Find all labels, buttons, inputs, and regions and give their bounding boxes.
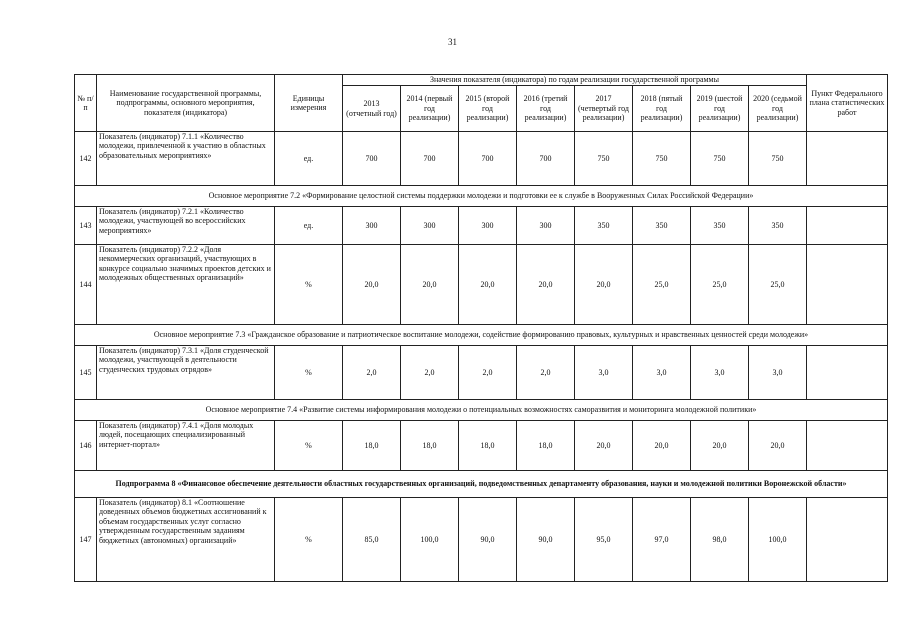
table-row bbox=[75, 421, 888, 471]
section-row bbox=[75, 400, 888, 421]
row-value: 85,0 bbox=[343, 498, 401, 582]
page-number: 31 bbox=[448, 37, 457, 47]
row-num: 146 bbox=[75, 421, 97, 471]
row-value: 300 bbox=[343, 207, 401, 245]
row-plan bbox=[807, 207, 888, 245]
row-plan bbox=[807, 132, 888, 186]
row-value: 3,0 bbox=[749, 346, 807, 400]
indicator-table bbox=[74, 74, 888, 582]
row-value: 2,0 bbox=[343, 346, 401, 400]
header-year: 2017 (четвертый год реализации) bbox=[575, 86, 633, 132]
row-value: 25,0 bbox=[749, 245, 807, 325]
row-value: 20,0 bbox=[401, 245, 459, 325]
header-values-group: Значения показателя (индикатора) по годам реализации государственной программы bbox=[343, 75, 807, 86]
table-row bbox=[75, 498, 888, 582]
subprogram-row bbox=[75, 471, 888, 498]
table-row bbox=[75, 245, 888, 325]
row-value: 750 bbox=[749, 132, 807, 186]
row-value: 18,0 bbox=[459, 421, 517, 471]
row-value: 300 bbox=[459, 207, 517, 245]
row-value: 750 bbox=[691, 132, 749, 186]
header-year: 2018 (пятый год реализации) bbox=[633, 86, 691, 132]
row-unit: % bbox=[275, 498, 343, 582]
header-num: № п/п bbox=[75, 75, 97, 132]
row-value: 25,0 bbox=[633, 245, 691, 325]
header-unit: Единицы измерения bbox=[275, 75, 343, 132]
row-plan bbox=[807, 498, 888, 582]
row-value: 350 bbox=[691, 207, 749, 245]
row-value: 25,0 bbox=[691, 245, 749, 325]
row-value: 20,0 bbox=[575, 421, 633, 471]
row-value: 20,0 bbox=[517, 245, 575, 325]
section-row bbox=[75, 186, 888, 207]
row-value: 700 bbox=[459, 132, 517, 186]
row-value: 20,0 bbox=[459, 245, 517, 325]
row-value: 98,0 bbox=[691, 498, 749, 582]
row-value: 700 bbox=[343, 132, 401, 186]
row-value: 18,0 bbox=[401, 421, 459, 471]
row-value: 90,0 bbox=[459, 498, 517, 582]
header-year: 2016 (третий год реализации) bbox=[517, 86, 575, 132]
row-num: 147 bbox=[75, 498, 97, 582]
row-value: 100,0 bbox=[749, 498, 807, 582]
row-value: 3,0 bbox=[633, 346, 691, 400]
row-num: 145 bbox=[75, 346, 97, 400]
header-name: Наименование государственной программы, подпрограммы, основного мероприятия, показателя (индикатора) bbox=[97, 75, 275, 132]
row-value: 2,0 bbox=[459, 346, 517, 400]
row-name: Показатель (индикатор) 7.1.1 «Количество молодежи, привлеченной к участию в областных образовательных мероприятиях» bbox=[97, 132, 275, 186]
row-value: 18,0 bbox=[517, 421, 575, 471]
row-value: 750 bbox=[575, 132, 633, 186]
row-value: 90,0 bbox=[517, 498, 575, 582]
table-row bbox=[75, 346, 888, 400]
row-unit: % bbox=[275, 421, 343, 471]
subprogram-title: Подпрограмма 8 «Финансовое обеспечение деятельности областных государственных организаций, подведомственных департаменту образования, науки и молодежной политики Воронежской области» bbox=[75, 471, 888, 498]
row-value: 20,0 bbox=[633, 421, 691, 471]
row-value: 350 bbox=[633, 207, 691, 245]
row-value: 20,0 bbox=[343, 245, 401, 325]
table-row bbox=[75, 207, 888, 245]
row-unit: % bbox=[275, 346, 343, 400]
row-value: 3,0 bbox=[691, 346, 749, 400]
section-row bbox=[75, 325, 888, 346]
table-row bbox=[75, 132, 888, 186]
row-value: 95,0 bbox=[575, 498, 633, 582]
row-value: 20,0 bbox=[575, 245, 633, 325]
row-name: Показатель (индикатор) 7.4.1 «Доля молодых людей, посещающих специализированный интернет-портал» bbox=[97, 421, 275, 471]
row-value: 97,0 bbox=[633, 498, 691, 582]
header-year: 2015 (второй год реализации) bbox=[459, 86, 517, 132]
row-unit: ед. bbox=[275, 132, 343, 186]
row-value: 20,0 bbox=[749, 421, 807, 471]
header-year: 2014 (первый год реализации) bbox=[401, 86, 459, 132]
row-name: Показатель (индикатор) 7.2.1 «Количество молодежи, участвующей во всероссийских мероприятиях» bbox=[97, 207, 275, 245]
header-year: 2020 (седьмой год реализации) bbox=[749, 86, 807, 132]
row-name: Показатель (индикатор) 7.2.2 «Доля некоммерческих организаций, участвующих в конкурсе социально значимых проектов детских и молодежных общественных организаций» bbox=[97, 245, 275, 325]
header-year: 2019 (шестой год реализации) bbox=[691, 86, 749, 132]
section-title: Основное мероприятие 7.4 «Развитие системы информирования молодежи о потенциальных возможностях саморазвития и мониторинга молодежной политики» bbox=[75, 400, 888, 421]
row-num: 143 bbox=[75, 207, 97, 245]
row-value: 3,0 bbox=[575, 346, 633, 400]
row-unit: ед. bbox=[275, 207, 343, 245]
section-title: Основное мероприятие 7.3 «Гражданское образование и патриотическое воспитание молодежи, содействие формированию правовых, культурных и нравственных ценностей среди молодежи» bbox=[75, 325, 888, 346]
row-name: Показатель (индикатор) 8.1 «Соотношение доведенных объемов бюджетных ассигнований к объемам государственных услуг согласно утвержденным государственным заданиям бюджетных (автономных) организаций» bbox=[97, 498, 275, 582]
row-value: 18,0 bbox=[343, 421, 401, 471]
row-value: 700 bbox=[401, 132, 459, 186]
row-value: 750 bbox=[633, 132, 691, 186]
row-value: 350 bbox=[575, 207, 633, 245]
header-year: 2013 (отчетный год) bbox=[343, 86, 401, 132]
row-plan bbox=[807, 245, 888, 325]
row-plan bbox=[807, 346, 888, 400]
row-num: 142 bbox=[75, 132, 97, 186]
row-name: Показатель (индикатор) 7.3.1 «Доля студенческой молодежи, участвующей в деятельности студенческих трудовых отрядов» bbox=[97, 346, 275, 400]
row-value: 20,0 bbox=[691, 421, 749, 471]
row-plan bbox=[807, 421, 888, 471]
row-value: 350 bbox=[749, 207, 807, 245]
row-value: 100,0 bbox=[401, 498, 459, 582]
row-value: 2,0 bbox=[401, 346, 459, 400]
row-unit: % bbox=[275, 245, 343, 325]
header-row-1 bbox=[75, 75, 888, 86]
row-value: 700 bbox=[517, 132, 575, 186]
row-value: 300 bbox=[401, 207, 459, 245]
row-value: 300 bbox=[517, 207, 575, 245]
header-plan-item: Пункт Федерального плана статистических работ bbox=[807, 75, 888, 132]
row-num: 144 bbox=[75, 245, 97, 325]
section-title: Основное мероприятие 7.2 «Формирование целостной системы поддержки молодежи и подготовки ее к службе в Вооруженных Силах Российской Федерации» bbox=[75, 186, 888, 207]
row-value: 2,0 bbox=[517, 346, 575, 400]
